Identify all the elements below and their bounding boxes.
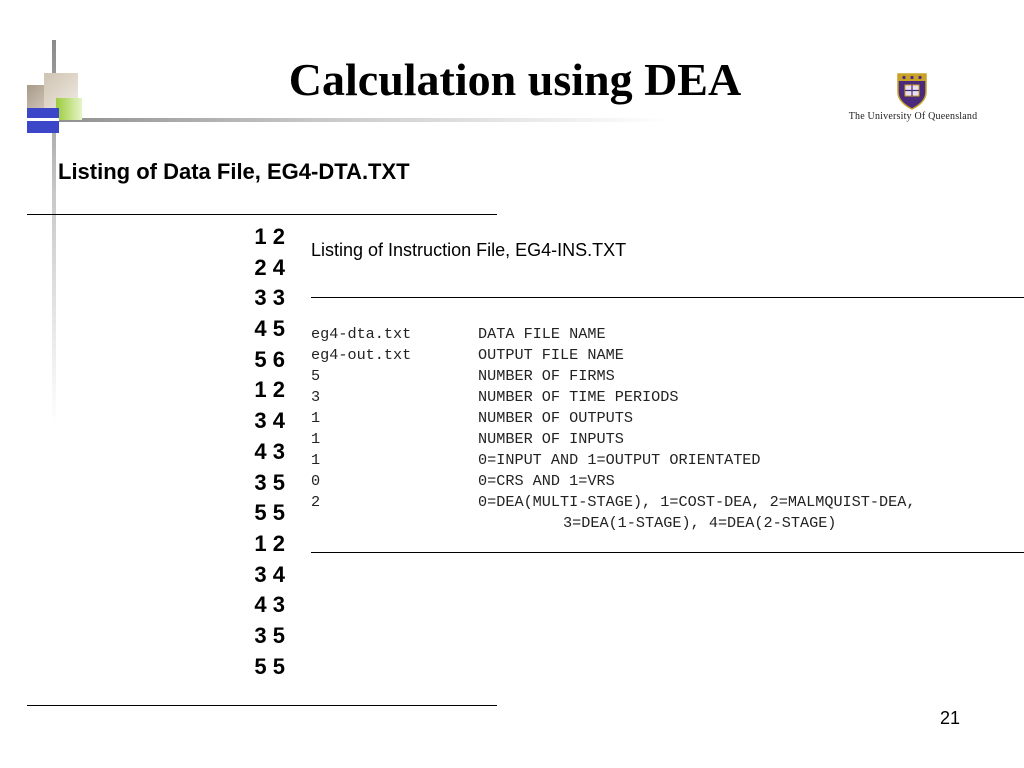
data-row: 3 3 bbox=[254, 285, 285, 311]
data-row: 3 4 bbox=[254, 408, 285, 434]
data-row: 1 2 bbox=[254, 224, 285, 249]
instruction-value: 5 bbox=[311, 367, 321, 385]
instruction-description: 0=CRS AND 1=VRS bbox=[478, 472, 615, 490]
data-row: 3 5 bbox=[254, 622, 285, 648]
instruction-file-bottom-rule bbox=[311, 552, 1024, 553]
instruction-file-top-rule bbox=[311, 297, 1024, 298]
slide-title: Calculation using DEA bbox=[288, 54, 742, 105]
university-logo bbox=[838, 68, 988, 128]
data-row: 3 4 bbox=[254, 561, 285, 587]
data-file-bottom-rule bbox=[27, 705, 497, 706]
data-file-top-rule bbox=[27, 214, 497, 215]
uq-crest-icon bbox=[894, 72, 930, 110]
data-row: 1 2 bbox=[254, 530, 285, 556]
instruction-description: OUTPUT FILE NAME bbox=[478, 346, 624, 364]
instruction-value: 1 bbox=[311, 409, 321, 427]
data-row: 5 5 bbox=[254, 653, 285, 679]
data-row: 2 4 bbox=[254, 254, 285, 280]
instruction-description: NUMBER OF FIRMS bbox=[478, 367, 615, 385]
decorative-blue-square bbox=[27, 108, 59, 133]
instruction-description: 0=DEA(MULTI-STAGE), 1=COST-DEA, 2=MALMQUIST-DEA, bbox=[478, 493, 916, 511]
instruction-description: NUMBER OF INPUTS bbox=[478, 430, 624, 448]
data-row: 4 3 bbox=[254, 592, 285, 618]
instruction-value: 3 bbox=[311, 388, 321, 406]
decorative-green-square bbox=[56, 98, 82, 120]
instruction-description: NUMBER OF OUTPUTS bbox=[478, 409, 633, 427]
instruction-value: 0 bbox=[311, 472, 321, 490]
instruction-description: 0=INPUT AND 1=OUTPUT ORIENTATED bbox=[478, 451, 761, 469]
decorative-horizontal-line bbox=[30, 118, 670, 122]
data-row: 4 5 bbox=[254, 316, 285, 342]
instruction-value: 1 bbox=[311, 430, 321, 448]
instruction-description: NUMBER OF TIME PERIODS bbox=[478, 388, 679, 406]
instruction-value: 1 bbox=[311, 451, 321, 469]
data-file-heading: Listing of Data File, EG4-DTA.TXT bbox=[58, 159, 410, 184]
data-row: 4 3 bbox=[254, 438, 285, 464]
instruction-value: eg4-dta.txt bbox=[311, 325, 412, 343]
instruction-value: 2 bbox=[311, 493, 321, 511]
page-number: 21 bbox=[939, 708, 961, 728]
data-row: 5 5 bbox=[254, 500, 285, 526]
university-name: The University Of Queensland bbox=[848, 111, 978, 122]
data-row: 5 6 bbox=[254, 346, 285, 372]
instruction-description: DATA FILE NAME bbox=[478, 325, 606, 343]
data-file-rows bbox=[215, 222, 285, 682]
instruction-value: eg4-out.txt bbox=[311, 346, 412, 364]
instruction-file-heading: Listing of Instruction File, EG4-INS.TXT bbox=[311, 240, 627, 260]
instruction-continuation-line: 3=DEA(1-STAGE), 4=DEA(2-STAGE) bbox=[563, 514, 837, 532]
data-row: 3 5 bbox=[254, 469, 285, 495]
data-row: 1 2 bbox=[254, 377, 285, 403]
